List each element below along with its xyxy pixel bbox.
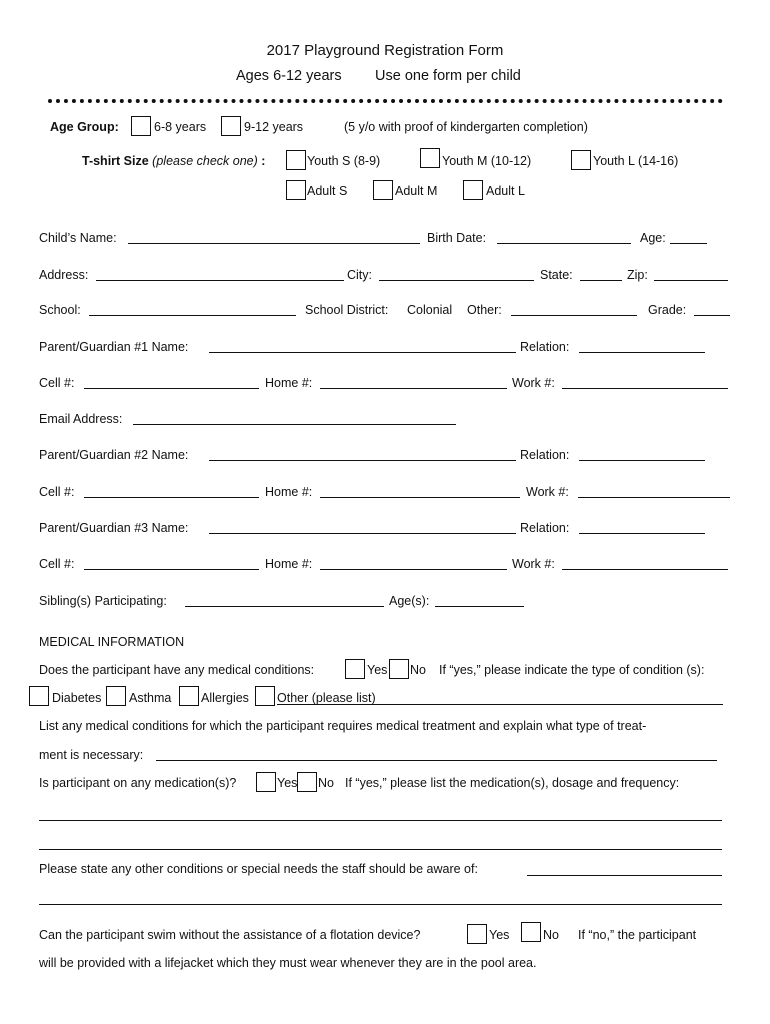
diabetes-label: Diabetes xyxy=(52,691,102,705)
pg3-name-label: Parent/Guardian #3 Name: xyxy=(39,521,189,535)
tshirt-colon: : xyxy=(261,154,266,168)
swim-yes-label: Yes xyxy=(489,928,510,942)
youth-m-checkbox[interactable] xyxy=(420,148,440,168)
medication-no-checkbox[interactable] xyxy=(297,772,317,792)
siblings-field[interactable] xyxy=(185,606,384,607)
pg3-cell-label: Cell #: xyxy=(39,557,75,571)
tshirt-label-group xyxy=(82,154,265,168)
adult-l-label: Adult L xyxy=(486,184,525,198)
pg1-home-label: Home #: xyxy=(265,376,313,390)
email-label: Email Address: xyxy=(39,412,123,426)
medication-yes-checkbox[interactable] xyxy=(256,772,276,792)
tshirt-hint: (please check one) xyxy=(152,154,258,168)
youth-m-label: Youth M (10-12) xyxy=(442,154,532,168)
child-name-field[interactable] xyxy=(128,243,420,244)
medication-field-line1[interactable] xyxy=(39,820,722,821)
grade-label: Grade: xyxy=(648,303,687,317)
other-condition-checkbox[interactable] xyxy=(255,686,275,706)
pg3-home-field[interactable] xyxy=(320,569,507,570)
siblings-ages-label: Age(s): xyxy=(389,594,430,608)
form-title: 2017 Playground Registration Form xyxy=(266,42,504,59)
school-label: School: xyxy=(39,303,81,317)
pg1-cell-label: Cell #: xyxy=(39,376,75,390)
swim-question: Can the participant swim without the assistance of a flotation device? xyxy=(39,928,421,942)
school-field[interactable] xyxy=(89,315,296,316)
address-field[interactable] xyxy=(96,280,344,281)
zip-label: Zip: xyxy=(627,268,648,282)
youth-s-label: Youth S (8-9) xyxy=(307,154,381,168)
pg2-name-field[interactable] xyxy=(209,460,516,461)
pg2-cell-label: Cell #: xyxy=(39,485,75,499)
birth-date-label: Birth Date: xyxy=(427,231,487,245)
special-needs-field-line1[interactable] xyxy=(527,875,722,876)
pg1-relation-label: Relation: xyxy=(520,340,570,354)
medication-field-line2[interactable] xyxy=(39,849,722,850)
email-field[interactable] xyxy=(133,424,456,425)
grade-field[interactable] xyxy=(694,315,730,316)
pg3-relation-field[interactable] xyxy=(579,533,705,534)
youth-l-label: Youth L (14-16) xyxy=(593,154,679,168)
address-label: Address: xyxy=(39,268,89,282)
age-field[interactable] xyxy=(670,243,707,244)
city-field[interactable] xyxy=(379,280,534,281)
city-label: City: xyxy=(347,268,372,282)
pg1-cell-field[interactable] xyxy=(84,388,259,389)
adult-l-checkbox[interactable] xyxy=(463,180,483,200)
pg3-home-label: Home #: xyxy=(265,557,313,571)
other-condition-label: Other (please list) xyxy=(277,691,376,705)
age-label: Age: xyxy=(640,231,666,245)
pg1-name-field[interactable] xyxy=(209,352,516,353)
medication-no-label: No xyxy=(318,776,334,790)
other-condition-field[interactable] xyxy=(277,704,723,705)
age-group-label: Age Group: xyxy=(50,120,119,134)
adult-s-label: Adult S xyxy=(307,184,348,198)
pg1-work-field[interactable] xyxy=(562,388,728,389)
age-6-8-checkbox[interactable] xyxy=(131,116,151,136)
special-needs-question: Please state any other conditions or special needs the staff should be aware of: xyxy=(39,862,478,876)
pg2-home-field[interactable] xyxy=(320,497,520,498)
allergies-checkbox[interactable] xyxy=(179,686,199,706)
child-name-label: Child’s Name: xyxy=(39,231,117,245)
ages-label: Ages 6-12 years xyxy=(236,68,342,84)
one-form-note: Use one form per child xyxy=(375,68,521,84)
asthma-label: Asthma xyxy=(129,691,172,705)
medical-if-yes: If “yes,” please indicate the type of condition (s): xyxy=(439,663,705,677)
medical-yes-label: Yes xyxy=(367,663,388,677)
medication-yes-label: Yes xyxy=(277,776,298,790)
pg1-work-label: Work #: xyxy=(512,376,555,390)
medication-question: Is participant on any medication(s)? xyxy=(39,776,237,790)
treatment-question-line1: List any medical conditions for which the participant requires medical treatment and explain what type of treat- xyxy=(39,719,647,733)
birth-date-field[interactable] xyxy=(497,243,631,244)
pg3-name-field[interactable] xyxy=(209,533,516,534)
zip-field[interactable] xyxy=(654,280,728,281)
other-label: Other: xyxy=(467,303,502,317)
pg3-work-label: Work #: xyxy=(512,557,555,571)
diabetes-checkbox[interactable] xyxy=(29,686,49,706)
youth-l-checkbox[interactable] xyxy=(571,150,591,170)
pg1-name-label: Parent/Guardian #1 Name: xyxy=(39,340,189,354)
pg3-relation-label: Relation: xyxy=(520,521,570,535)
medical-no-label: No xyxy=(410,663,426,677)
pg2-work-label: Work #: xyxy=(526,485,569,499)
siblings-ages-field[interactable] xyxy=(435,606,524,607)
header-divider xyxy=(48,99,723,103)
tshirt-label: T-shirt Size xyxy=(82,154,149,168)
pg2-home-label: Home #: xyxy=(265,485,313,499)
treatment-field[interactable] xyxy=(156,760,717,761)
medical-conditions-question: Does the participant have any medical conditions: xyxy=(39,663,315,677)
medical-heading: MEDICAL INFORMATION xyxy=(39,635,185,649)
pg3-work-field[interactable] xyxy=(562,569,728,570)
asthma-checkbox[interactable] xyxy=(106,686,126,706)
medical-no-checkbox[interactable] xyxy=(389,659,409,679)
adult-s-checkbox[interactable] xyxy=(286,180,306,200)
pg1-relation-field[interactable] xyxy=(579,352,705,353)
school-district-label: School District: xyxy=(305,303,389,317)
age-9-12-label: 9-12 years xyxy=(244,120,304,134)
pg2-relation-field[interactable] xyxy=(579,460,705,461)
pg2-name-label: Parent/Guardian #2 Name: xyxy=(39,448,189,462)
state-field[interactable] xyxy=(580,280,622,281)
special-needs-field-line2[interactable] xyxy=(39,904,722,905)
treatment-question-line2: ment is necessary: xyxy=(39,748,144,762)
allergies-label: Allergies xyxy=(201,691,249,705)
kindergarten-note: (5 y/o with proof of kindergarten completion) xyxy=(344,120,588,134)
pg1-home-field[interactable] xyxy=(320,388,507,389)
pg2-work-field[interactable] xyxy=(578,497,730,498)
school-district-value: Colonial xyxy=(407,303,453,317)
state-label: State: xyxy=(540,268,573,282)
age-6-8-label: 6-8 years xyxy=(154,120,207,134)
lifejacket-note: will be provided with a lifejacket which they must wear whenever they are in the pool area. xyxy=(39,956,537,970)
age-9-12-checkbox[interactable] xyxy=(221,116,241,136)
swim-yes-checkbox[interactable] xyxy=(467,924,487,944)
other-school-field[interactable] xyxy=(511,315,637,316)
medical-yes-checkbox[interactable] xyxy=(345,659,365,679)
pg2-cell-field[interactable] xyxy=(84,497,259,498)
pg2-relation-label: Relation: xyxy=(520,448,570,462)
pg3-cell-field[interactable] xyxy=(84,569,259,570)
siblings-label: Sibling(s) Participating: xyxy=(39,594,167,608)
adult-m-checkbox[interactable] xyxy=(373,180,393,200)
swim-if-no: If “no,” the participant xyxy=(578,928,697,942)
swim-no-checkbox[interactable] xyxy=(521,922,541,942)
swim-no-label: No xyxy=(543,928,559,942)
medication-if-yes: If “yes,” please list the medication(s), dosage and frequency: xyxy=(345,776,680,790)
adult-m-label: Adult M xyxy=(395,184,438,198)
youth-s-checkbox[interactable] xyxy=(286,150,306,170)
